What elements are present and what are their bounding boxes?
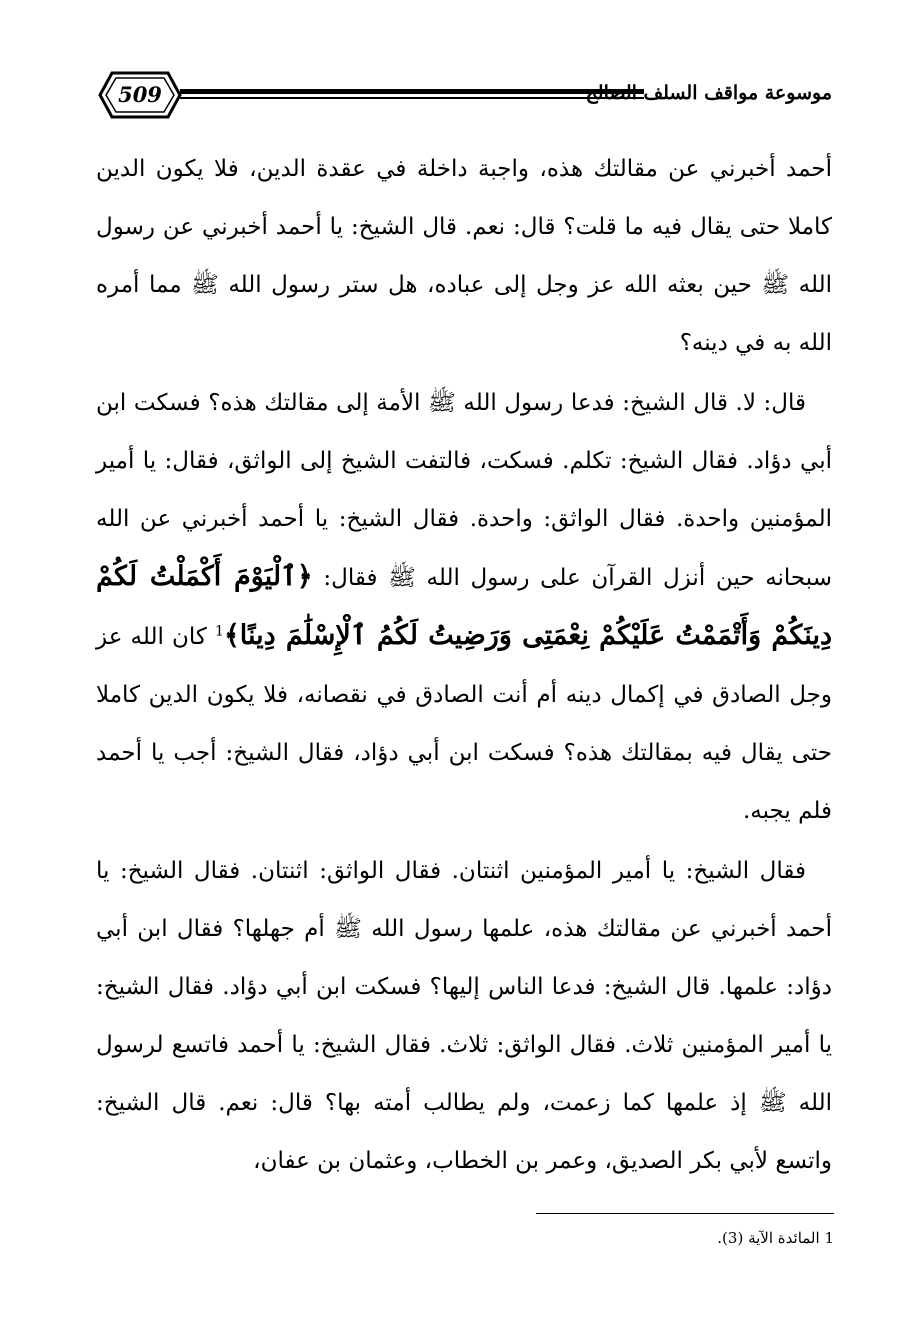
header-rule-thin (180, 97, 644, 99)
footnote-separator (536, 1213, 834, 1214)
paragraph-1 (96, 140, 832, 372)
paragraph-2-text-before: قال: لا. قال الشيخ: فدعا رسول الله ﷺ الأمة إلى مقالتك هذه؟ فسكت ابن أبي دؤاد. فقال الشيخ: تكلم. فسكت، فالتفت الشيخ إلى الواثق، فقال: يا أمير المؤمنين واحدة. فقال الواثق: واحدة. فقال الشيخ: يا أحمد أخبرني عن الله سبحانه حين أنزل القرآن على رسول الله ﷺ فقال: (96, 390, 832, 591)
page-number: 509 (118, 82, 162, 107)
footnote-text: المائدة الآية (3). (717, 1229, 820, 1247)
paragraph-3 (96, 842, 832, 1190)
page-body (96, 140, 832, 1190)
paragraph-2-text-after: كان الله عز وجل الصادق في إكمال دينه أم أنت الصادق في نقصانه، فلا يكون الدين كاملا حتى يقال فيه بمقالتك هذه؟ فسكت ابن أبي دؤاد، فقال الشيخ: أجب يا أحمد فلم يجبه. (96, 624, 832, 824)
paragraph-2 (96, 374, 832, 840)
paragraph-3-text: فقال الشيخ: يا أمير المؤمنين اثنتان. فقال الواثق: اثنتان. فقال الشيخ: يا أحمد أخبرني عن مقالتك هذه، علمها رسول الله ﷺ أم جهلها؟ فقال ابن أبي دؤاد: علمها. قال الشيخ: فدعا الناس إليها؟ فسكت ابن أبي دؤاد. فقال الشيخ: يا أمير المؤمنين ثلاث. فقال الواثق: ثلاث. فقال الشيخ: يا أحمد فاتسع لرسول الله ﷺ إذ علمها كما زعمت، ولم يطالب أمته بها؟ قال: نعم. قال الشيخ: واتسع لأبي بكر الصديق، وعمر بن الخطاب، وعثمان بن عفان، (96, 858, 832, 1174)
page-header (96, 62, 832, 134)
book-title: موسوعة مواقف السلف الصالح (585, 82, 832, 104)
footnote (536, 1226, 834, 1250)
page-number-badge (98, 65, 182, 125)
paragraph-1-text: أحمد أخبرني عن مقالتك هذه، واجبة داخلة في عقدة الدين، فلا يكون الدين كاملا حتى يقال فيه ما قلت؟ قال: نعم. قال الشيخ: يا أحمد أخبرني عن رسول الله ﷺ حين بعثه الله عز وجل إلى عباده، هل ستر رسول الله ﷺ مما أمره الله به في دينه؟ (96, 156, 832, 356)
quran-verse: ﴿ٱلْيَوْمَ أَكْمَلْتُ لَكُمْ دِينَكُمْ وَأَتْمَمْتُ عَلَيْكُمْ نِعْمَتِى وَرَضِيتُ لَكُمُ ٱلْإِسْلَٰمَ دِينًا﴾ (96, 561, 832, 651)
footnote-number: 1 (824, 1229, 834, 1247)
header-rule-thick (180, 89, 644, 94)
footnote-reference: 1 (215, 623, 224, 640)
